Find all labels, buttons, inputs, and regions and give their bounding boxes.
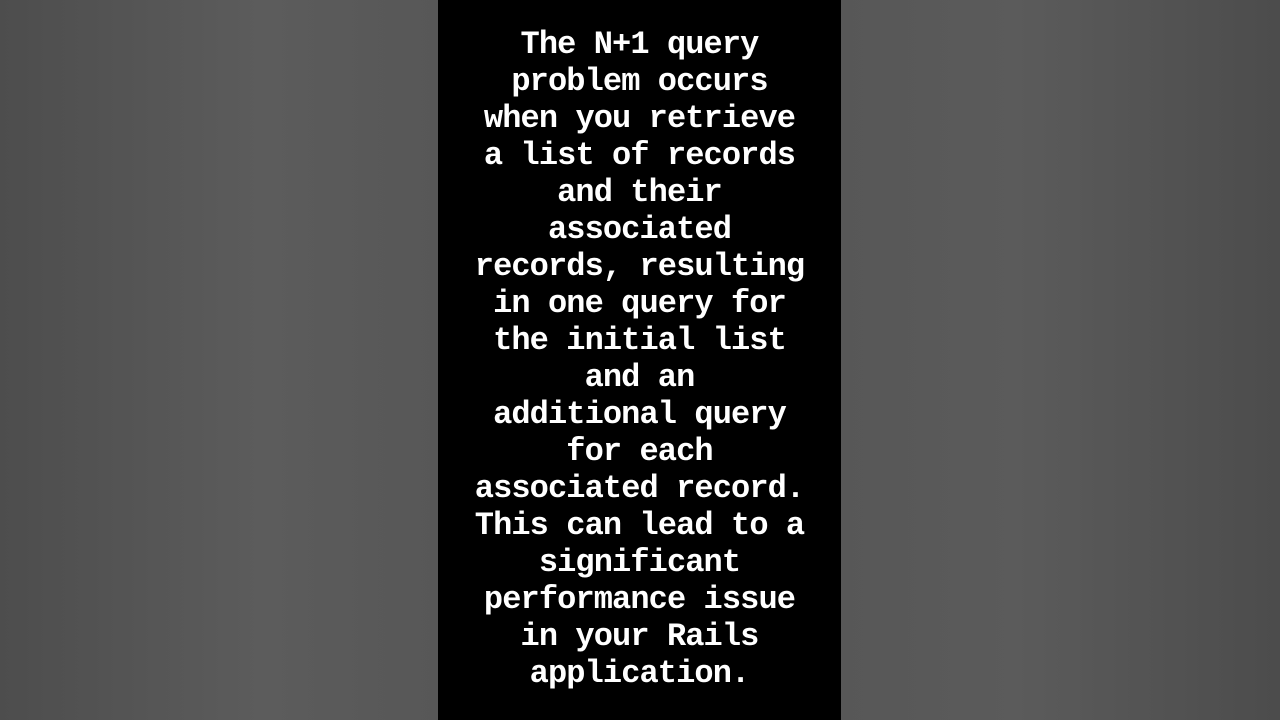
blurred-background-right [841, 0, 1280, 720]
caption-line: the initial list [493, 322, 786, 359]
caption-line: in one query for [493, 285, 786, 322]
caption-line: This can lead to a [474, 507, 805, 544]
caption-line: records, resulting [474, 248, 805, 285]
vertical-video-panel [438, 0, 841, 720]
caption-line: problem occurs [511, 63, 768, 100]
caption-line: and an [584, 359, 695, 396]
blurred-background-left [0, 0, 438, 720]
caption-line: in your Rails [520, 618, 759, 655]
caption-line: associated record. [474, 470, 805, 507]
caption-line: application. [529, 655, 750, 692]
caption-line: associated [547, 211, 732, 248]
caption-line: for each [566, 433, 713, 470]
caption-line: a list of records [483, 137, 796, 174]
caption-text [438, 26, 841, 692]
caption-line: The N+1 query [520, 26, 759, 63]
caption-line: performance issue [483, 581, 796, 618]
caption-line: additional query [493, 396, 786, 433]
caption-line: when you retrieve [483, 100, 796, 137]
caption-line: significant [538, 544, 741, 581]
caption-line: and their [557, 174, 722, 211]
